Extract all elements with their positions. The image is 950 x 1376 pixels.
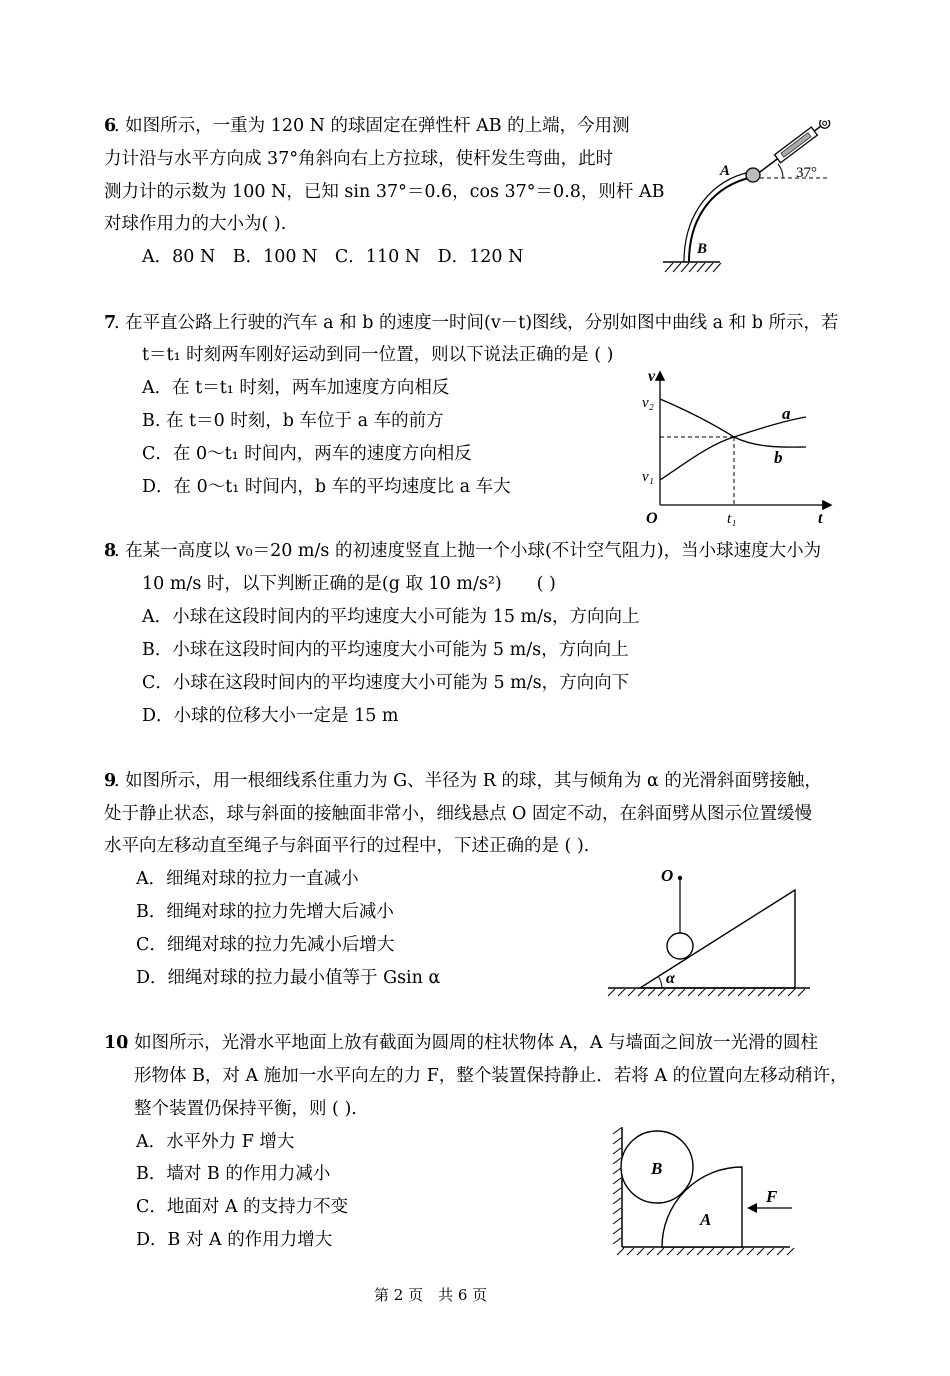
q10-label-b: B	[651, 1159, 663, 1178]
q9-angle-label: α	[666, 970, 675, 987]
q10-number: 10	[104, 1033, 129, 1053]
q9-option-c: C．细绳对球的拉力先减小后增大	[136, 935, 395, 955]
q6-line-3: 测力计的示数为 100 N，已知 sin 37°＝0.6，cos 37°＝0.8，则杆 AB	[104, 182, 665, 202]
q7-v-axis-label: v	[648, 368, 656, 385]
q9-label-o: O	[661, 866, 674, 885]
page-footer: 第 2 页 共 6 页	[374, 1286, 488, 1304]
q7-curve-a-label: a	[782, 404, 791, 423]
q9-number: 9	[104, 771, 117, 791]
q7-t-axis-label: t	[818, 510, 823, 527]
q8-number: 8	[104, 541, 117, 561]
q6-number: 6	[104, 116, 117, 136]
q10-label-f: F	[766, 1187, 778, 1206]
q7-origin-label: O	[646, 510, 658, 527]
q7-vt-graph	[638, 365, 838, 527]
q6-figure	[655, 120, 855, 280]
q10-line-3: 整个装置仍保持平衡，则 ( ).	[134, 1099, 357, 1119]
q8-option-d: D．小球的位移大小一定是 15 m	[142, 706, 399, 726]
q9-line-2: 处于静止状态，球与斜面的接触面非常小，细线悬点 O 固定不动，在斜面劈从图示位置缓慢	[104, 804, 812, 824]
q10-line-1: . 如图所示，光滑水平地面上放有截面为圆周的柱状物体 A，A 与墙面之间放一光滑的圆柱	[123, 1033, 819, 1053]
q7-option-a: A．在 t＝t₁ 时刻，两车加速度方向相反	[142, 378, 450, 398]
q8-line-2: 10 m/s 时，以下判断正确的是(g 取 10 m/s²) ( )	[142, 574, 556, 594]
q8-option-a: A．小球在这段时间内的平均速度大小可能为 15 m/s，方向向上	[142, 607, 640, 627]
q10-option-a: A．水平外力 F 增大	[136, 1132, 295, 1152]
q6-options: A．80 N B．100 N C．110 N D．120 N	[142, 247, 524, 267]
q8-option-b: B．小球在这段时间内的平均速度大小可能为 5 m/s，方向向上	[142, 640, 629, 660]
q7-t1-label: t₁	[727, 511, 737, 527]
q10-label-a: A	[700, 1210, 712, 1229]
q7-number: 7	[104, 313, 117, 333]
q7-line-1: . 在平直公路上行驶的汽车 a 和 b 的速度一时间(v－t)图线，分别如图中曲线 a 和 b 所示，若	[114, 313, 839, 333]
q6-line-4: 对球作用力的大小为( ).	[104, 214, 287, 234]
q9-option-b: B．细绳对球的拉力先增大后减小	[136, 902, 394, 922]
q9-option-a: A．细绳对球的拉力一直减小	[136, 869, 359, 889]
q7-v2-label: v₂	[642, 395, 654, 411]
q10-option-c: C．地面对 A 的支持力不变	[136, 1197, 349, 1217]
q7-option-d: D．在 0～t₁ 时间内，b 车的平均速度比 a 车大	[142, 477, 511, 497]
q10-figure	[605, 1122, 810, 1262]
q6-label-b: B	[697, 241, 708, 257]
q6-angle-label: 37°	[796, 165, 817, 181]
q9-figure	[600, 860, 815, 1000]
q7-curve-b-label: b	[774, 448, 783, 467]
q10-line-2: 形物体 B，对 A 施加一水平向左的力 F，整个装置保持静止．若将 A 的位置向左移动稍许，	[134, 1066, 848, 1086]
q10-option-b: B．墙对 B 的作用力减小	[136, 1164, 331, 1184]
q9-option-d: D．细绳对球的拉力最小值等于 Gsin α	[136, 968, 441, 988]
q8-line-1: . 在某一高度以 v₀＝20 m/s 的初速度竖直上抛一个小球(不计空气阻力)，当小球速度大小为	[114, 541, 822, 561]
q6-label-a: A	[720, 163, 731, 179]
q6-line-2: 力计沿与水平方向成 37°角斜向右上方拉球，使杆发生弯曲，此时	[104, 149, 614, 169]
q7-option-b: B. 在 t＝0 时刻，b 车位于 a 车的前方	[142, 411, 444, 431]
q7-v1-label: v₁	[642, 469, 654, 485]
q8-option-c: C．小球在这段时间内的平均速度大小可能为 5 m/s，方向向下	[142, 673, 630, 693]
q7-line-2: t＝t₁ 时刻两车刚好运动到同一位置，则以下说法正确的是 ( )	[142, 345, 614, 365]
q7-curve-a	[660, 417, 806, 480]
q10-option-d: D．B 对 A 的作用力增大	[136, 1230, 333, 1250]
q6-line-1: . 如图所示，一重为 120 N 的球固定在弹性杆 AB 的上端，今用测	[114, 116, 630, 136]
q9-line-3: 水平向左移动直至绳子与斜面平行的过程中，下述正确的是 ( ).	[104, 836, 590, 856]
q9-line-1: . 如图所示，用一根细线系住重力为 G、半径为 R 的球，其与倾角为 α 的光滑斜面劈接触，	[114, 771, 822, 791]
q7-option-c: C．在 0～t₁ 时间内，两车的速度方向相反	[142, 444, 472, 464]
